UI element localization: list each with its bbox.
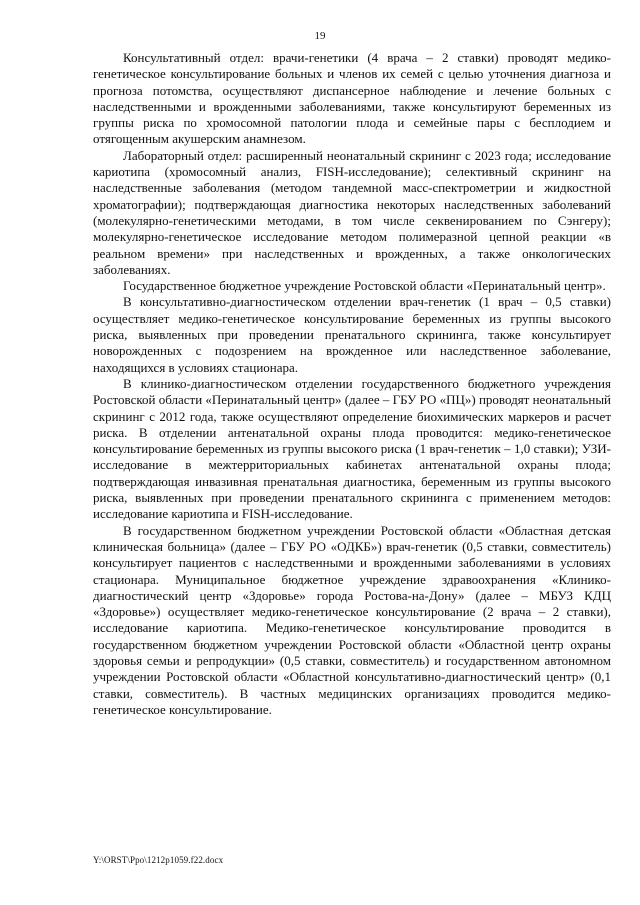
page-number: 19 [314, 30, 326, 42]
paragraph-laboratory-department: Лабораторный отдел: расширенный неонатальный скрининг с 2023 года; исследование кариотипа (хромосомный анализ, FISH-исследование); селективный скрининг на наследственные заболевания (методом тандемной масс-спектрометрии и жидкостной хроматографии); подтверждающая диагностика некоторых наследственных заболеваний (молекулярно-генетическими методами, в том числе секвенированием по Сэнгеру); молекулярно-генетическое исследование методом полимеразной цепной реакции «в реальном времени» при наследственных и врожденных, а также онкологических заболеваниях. [93, 147, 611, 277]
paragraph-consultative-diagnostic-unit: В консультативно-диагностическом отделении врач-генетик (1 врач – 0,5 ставки) осуществляет медико-генетическое консультирование беременных из группы высокого риска, выявленных при проведении пренатального скрининга, также консультирует новорожденных с подозрением на врожденное или наследственное заболевание, находящихся в условиях стационара. [93, 294, 611, 375]
document-body [93, 50, 611, 718]
document-file-path: Y:\ORST\Ppo\1212p1059.f22.docx [93, 855, 224, 865]
paragraph-regional-hospitals: В государственном бюджетном учреждении Ростовской области «Областная детская клиническая больница» (далее – ГБУ РО «ОДКБ») врач-генетик (0,5 ставки, совместитель) консультирует пациентов с наследственными и врожденными заболеваниями в условиях стационара. Муниципальное бюджетное учреждение здравоохранения «Клинико-диагностический центр «Здоровье» города Ростова-на-Дону» (далее – МБУЗ КДЦ «Здоровье») осуществляет медико-генетическое консультирование (2 врача – 2 ставки), исследование кариотипа. Медико-генетическое консультирование проводится в государственном бюджетном учреждении Ростовской области «Областной центр охраны здоровья семьи и репродукции» (0,5 ставки, совместитель) и государственном автономном учреждении Ростовской области «Областной консультативно-диагностический центр» (0,1 ставки, совместитель). В частных медицинских организациях проводится медико-генетическое консультирование. [93, 522, 611, 717]
paragraph-clinical-diagnostic-unit: В клинико-диагностическом отделении государственного бюджетного учреждения Ростовской области «Перинатальный центр» (далее – ГБУ РО «ПЦ») проводят неонатальный скрининг с 2012 года, также осуществляют определение биохимических маркеров и расчет риска. В отделении антенатальной охраны плода проводится: медико-генетическое консультирование беременных из группы высокого риска (1 врач-генетик – 1,0 ставки); УЗИ-исследование в межтерриториальных кабинетах антенатальной охраны плода; подтверждающая инвазивная пренатальная диагностика, беременным из группы высокого риска, выявленных при проведении пренатального скрининга с применением методов: исследование кариотипа и FISH-исследование. [93, 375, 612, 522]
paragraph-consultative-department: Консультативный отдел: врачи-генетики (4 врача – 2 ставки) проводят медико-генетическое консультирование больных и членов их семей с целью уточнения диагноза и прогноза потомства, осуществляют диспансерное наблюдение и лечение больных с наследственными и врожденными заболеваниями, также консультируют беременных из группы риска по хромосомной патологии плода и семейные пары с бесплодием и отягощенным акушерским анамнезом. [93, 50, 611, 147]
paragraph-perinatal-center-heading: Государственное бюджетное учреждение Ростовской области «Перинатальный центр». [123, 278, 606, 294]
